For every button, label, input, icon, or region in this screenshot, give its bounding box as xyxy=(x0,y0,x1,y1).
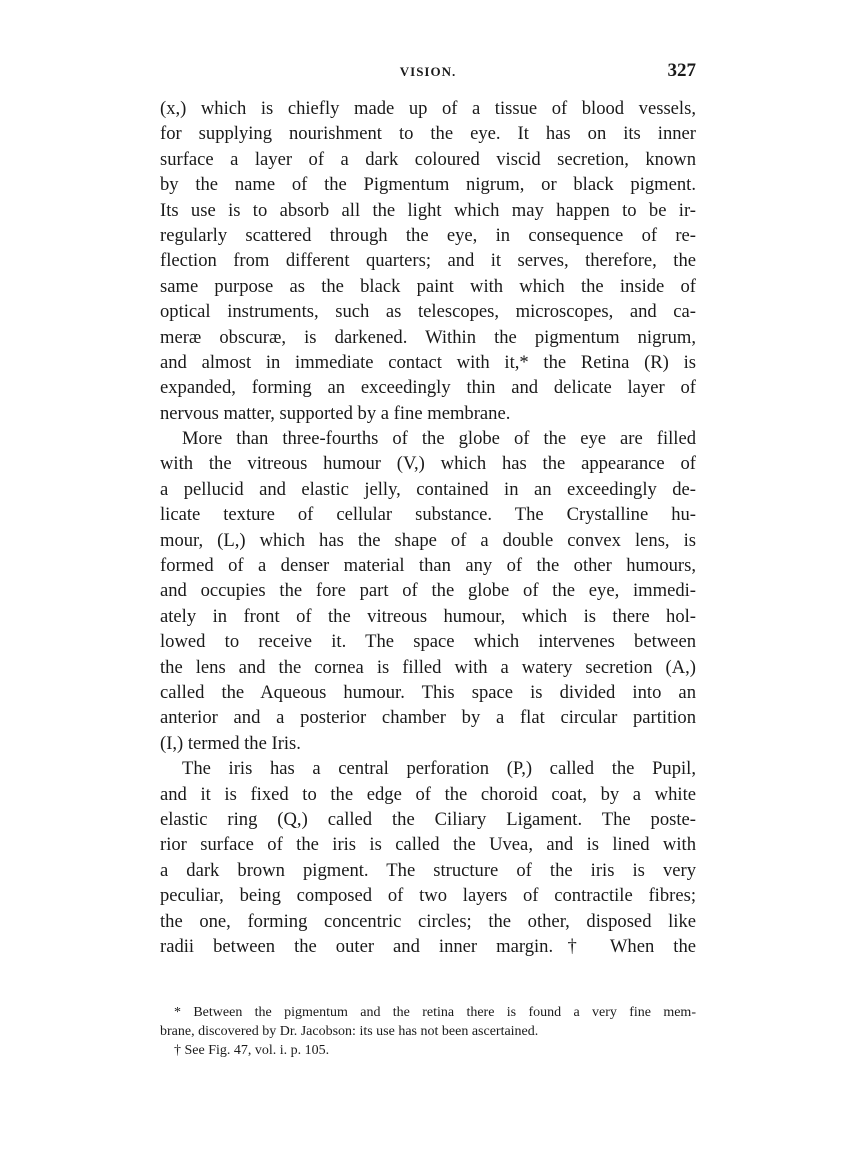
text-line: called the Aqueous humour. This space is divided into an xyxy=(160,681,696,703)
text-line: optical instruments, such as telescopes, microscopes, and ca- xyxy=(160,301,696,323)
text-line: (x,) which is chiefly made up of a tissue of blood vessels, xyxy=(160,98,696,119)
text-line: surface a layer of a dark coloured viscid secretion, known xyxy=(160,148,696,170)
footnote-line: brane, discovered by Dr. Jacobson: its use has not been ascertained. xyxy=(160,1024,539,1039)
text-line: lowed to receive it. The space which intervenes between xyxy=(160,631,696,653)
text-line: (I,) termed the Iris. xyxy=(160,732,301,754)
page-header xyxy=(160,60,696,86)
text-line: peculiar, being composed of two layers of contractile fibres; xyxy=(160,885,696,907)
text-line: nervous matter, supported by a fine membrane. xyxy=(160,402,511,424)
text-line: ately in front of the vitreous humour, which is there hol- xyxy=(160,605,696,627)
text-line: The iris has a central perforation (P,) called the Pupil, xyxy=(182,758,696,780)
text-line: radii between the outer and inner margin.† When the xyxy=(160,935,696,957)
paragraph-3 xyxy=(160,756,696,959)
text-line: expanded, forming an exceedingly thin and delicate layer of xyxy=(160,377,696,399)
text-line: by the name of the Pigmentum nigrum, or black pigment. xyxy=(160,174,696,196)
text-line: mour, (L,) which has the shape of a double convex lens, is xyxy=(160,529,696,551)
text-line: same purpose as the black paint with which the inside of xyxy=(160,275,696,297)
text-line: anterior and a posterior chamber by a flat circular partition xyxy=(160,707,696,729)
text-line: formed of a denser material than any of the other humours, xyxy=(160,555,696,577)
paragraph-1 xyxy=(160,96,696,426)
text-line: rior surface of the iris is called the Uvea, and is lined with xyxy=(160,834,696,856)
text-line: and it is fixed to the edge of the choroid coat, by a white xyxy=(160,783,696,805)
text-line: flection from different quarters; and it serves, therefore, the xyxy=(160,250,696,272)
text-line: licate texture of cellular substance. The Crystalline hu- xyxy=(160,504,696,526)
body-text xyxy=(160,96,696,959)
footnotes xyxy=(160,1003,696,1060)
text-line: and almost in immediate contact with it,* the Retina (R) is xyxy=(160,351,696,373)
footnote-line: † See Fig. 47, vol. i. p. 105. xyxy=(174,1043,330,1058)
text-line: More than three-fourths of the globe of the eye are filled xyxy=(182,428,696,450)
text-line: the one, forming concentric circles; the other, disposed like xyxy=(160,910,696,932)
text-line: and occupies the fore part of the globe of the eye, immedi- xyxy=(160,580,696,602)
text-line: Its use is to absorb all the light which may happen to be ir- xyxy=(160,199,696,221)
text-line: meræ obscuræ, is darkened. Within the pigmentum nigrum, xyxy=(160,326,696,348)
text-line: for supplying nourishment to the eye. It has on its inner xyxy=(160,123,696,145)
text-line: regularly scattered through the eye, in consequence of re- xyxy=(160,224,696,246)
paragraph-2 xyxy=(160,426,696,756)
text-line: with the vitreous humour (V,) which has the appearance of xyxy=(160,453,696,475)
text-line: a dark brown pigment. The structure of the iris is very xyxy=(160,859,696,881)
text-line: a pellucid and elastic jelly, contained in an exceedingly de- xyxy=(160,478,696,500)
page-number: 327 xyxy=(667,60,696,81)
text-line: the lens and the cornea is filled with a watery secretion (A,) xyxy=(160,656,696,678)
running-head: VISION. xyxy=(399,64,457,79)
footnote-line: * Between the pigmentum and the retina there is found a very fine mem- xyxy=(174,1005,696,1020)
text-line: elastic ring (Q,) called the Ciliary Ligament. The poste- xyxy=(160,808,696,830)
